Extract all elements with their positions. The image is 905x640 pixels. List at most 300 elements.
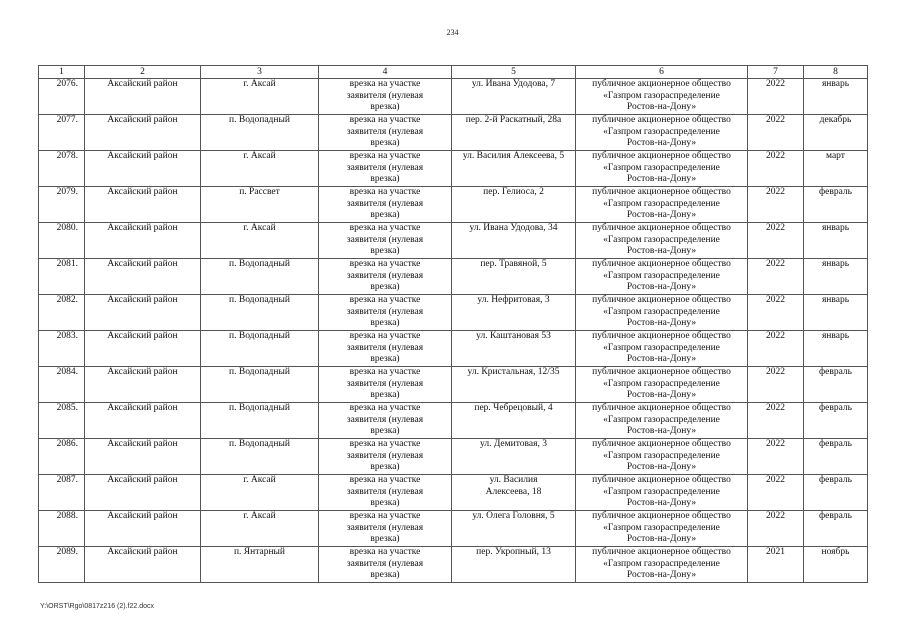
locality-cell [201, 331, 319, 367]
year-cell [748, 79, 804, 115]
district-cell-text: Аксайский район [107, 439, 178, 449]
year-cell-text: 2022 [766, 511, 785, 521]
organization-cell-text: Ростов-на-Дону» [626, 318, 697, 328]
locality-cell [201, 187, 319, 223]
organization-cell [576, 511, 748, 547]
organization-cell [576, 151, 748, 187]
district-cell-text: Аксайский район [107, 79, 178, 89]
year-cell [748, 439, 804, 475]
organization-cell-text: Ростов-на-Дону» [626, 210, 697, 220]
month-cell-text: март [826, 151, 845, 161]
year-cell-text: 2022 [766, 475, 785, 485]
address-cell-text: ул. Каштановая 53 [476, 331, 551, 341]
address-cell-text: ул. Кристальная, 12/35 [467, 367, 560, 377]
row-number-cell [39, 79, 85, 115]
organization-cell-text: публичное акционерное общество [592, 439, 731, 449]
address-cell [452, 367, 576, 403]
connection-type-cell-text: заявителя (нулевая [346, 198, 424, 209]
connection-type-cell-text: заявителя (нулевая [346, 306, 424, 317]
organization-cell-text: «Газпром газораспределение [603, 378, 720, 389]
month-cell [804, 511, 868, 547]
locality-cell-text: п. Янтарный [233, 547, 286, 557]
locality-cell [201, 223, 319, 259]
table-row [39, 223, 868, 259]
locality-cell [201, 475, 319, 511]
connection-type-cell-text: врезка на участке [349, 331, 421, 341]
month-cell-text: декабрь [819, 115, 852, 125]
organization-cell-text: Ростов-на-Дону» [626, 138, 697, 148]
connection-type-cell-text: врезка) [370, 282, 400, 292]
address-cell [452, 115, 576, 151]
header-cell: 6 [576, 66, 748, 79]
register-table [38, 65, 868, 583]
month-cell-text: февраль [819, 439, 852, 449]
organization-cell-text: Ростов-на-Дону» [626, 354, 697, 364]
year-cell [748, 223, 804, 259]
organization-cell-text: «Газпром газораспределение [603, 198, 720, 209]
organization-cell-text: публичное акционерное общество [592, 475, 731, 485]
organization-cell-text: Ростов-на-Дону» [626, 174, 697, 184]
connection-type-cell [319, 367, 452, 403]
district-cell [85, 223, 201, 259]
connection-type-cell [319, 151, 452, 187]
organization-cell [576, 259, 748, 295]
month-cell [804, 475, 868, 511]
row-number-cell-text: 2080. [56, 223, 78, 233]
connection-type-cell [319, 439, 452, 475]
address-cell-text: ул. Ивана Удодова, 34 [469, 223, 558, 233]
organization-cell [576, 367, 748, 403]
connection-type-cell-text: заявителя (нулевая [346, 270, 424, 281]
organization-cell-text: «Газпром газораспределение [603, 234, 720, 245]
locality-cell [201, 439, 319, 475]
row-number-cell [39, 439, 85, 475]
year-cell-text: 2022 [766, 367, 785, 377]
connection-type-cell-text: заявителя (нулевая [346, 126, 424, 137]
district-cell-text: Аксайский район [107, 187, 178, 197]
locality-cell [201, 115, 319, 151]
district-cell [85, 187, 201, 223]
connection-type-cell-text: врезка) [370, 570, 400, 580]
row-number-cell [39, 295, 85, 331]
district-cell-text: Аксайский район [107, 547, 178, 557]
organization-cell [576, 331, 748, 367]
address-cell [452, 439, 576, 475]
connection-type-cell-text: врезка) [370, 498, 400, 508]
organization-cell-text: публичное акционерное общество [592, 403, 731, 413]
row-number-cell [39, 511, 85, 547]
table-row [39, 367, 868, 403]
row-number-cell-text: 2077. [56, 115, 78, 125]
organization-cell-text: публичное акционерное общество [592, 331, 731, 341]
locality-cell [201, 511, 319, 547]
connection-type-cell [319, 187, 452, 223]
month-cell [804, 367, 868, 403]
organization-cell-text: Ростов-на-Дону» [626, 102, 697, 112]
organization-cell-text: публичное акционерное общество [592, 223, 731, 233]
district-cell-text: Аксайский район [107, 403, 178, 413]
month-cell-text: февраль [819, 511, 852, 521]
district-cell-text: Аксайский район [107, 475, 178, 485]
address-cell-text: пер. Гелиоса, 2 [483, 187, 544, 197]
row-number-cell [39, 331, 85, 367]
year-cell [748, 511, 804, 547]
year-cell [748, 259, 804, 295]
month-cell [804, 259, 868, 295]
table-row [39, 547, 868, 583]
organization-cell-text: Ростов-на-Дону» [626, 534, 697, 544]
month-cell [804, 115, 868, 151]
year-cell-text: 2022 [766, 115, 785, 125]
month-cell [804, 403, 868, 439]
connection-type-cell-text: заявителя (нулевая [346, 522, 424, 533]
table-row [39, 187, 868, 223]
table-row [39, 511, 868, 547]
row-number-cell [39, 151, 85, 187]
year-cell-text: 2022 [766, 187, 785, 197]
locality-cell [201, 403, 319, 439]
connection-type-cell-text: врезка на участке [349, 295, 421, 305]
row-number-cell-text: 2078. [56, 151, 78, 161]
address-cell [452, 547, 576, 583]
connection-type-cell-text: заявителя (нулевая [346, 378, 424, 389]
table-row [39, 151, 868, 187]
connection-type-cell [319, 79, 452, 115]
locality-cell [201, 151, 319, 187]
address-cell [452, 295, 576, 331]
month-cell-text: февраль [819, 187, 852, 197]
organization-cell [576, 223, 748, 259]
organization-cell-text: «Газпром газораспределение [603, 90, 720, 101]
table-row [39, 331, 868, 367]
header-cell: 3 [201, 66, 319, 79]
organization-cell-text: публичное акционерное общество [592, 151, 731, 161]
organization-cell-text: публичное акционерное общество [592, 547, 731, 557]
address-cell-text: пер. Травяной, 5 [480, 259, 547, 269]
address-cell [452, 259, 576, 295]
organization-cell [576, 547, 748, 583]
row-number-cell [39, 475, 85, 511]
connection-type-cell-text: заявителя (нулевая [346, 342, 424, 353]
connection-type-cell-text: врезка на участке [349, 259, 421, 269]
row-number-cell [39, 259, 85, 295]
district-cell-text: Аксайский район [107, 151, 178, 161]
table-row [39, 115, 868, 151]
connection-type-cell-text: врезка на участке [349, 367, 421, 377]
organization-cell-text: Ростов-на-Дону» [626, 462, 697, 472]
year-cell-text: 2022 [766, 223, 785, 233]
row-number-cell [39, 187, 85, 223]
district-cell [85, 511, 201, 547]
organization-cell [576, 439, 748, 475]
row-number-cell [39, 115, 85, 151]
month-cell [804, 295, 868, 331]
locality-cell-text: п. Водопадный [229, 439, 290, 449]
district-cell-text: Аксайский район [107, 295, 178, 305]
district-cell [85, 367, 201, 403]
address-cell [452, 187, 576, 223]
connection-type-cell-text: врезка на участке [349, 223, 421, 233]
locality-cell [201, 367, 319, 403]
row-number-cell-text: 2087. [56, 475, 78, 485]
locality-cell [201, 547, 319, 583]
address-cell [452, 331, 576, 367]
month-cell [804, 79, 868, 115]
connection-type-cell [319, 403, 452, 439]
header-cell: 2 [85, 66, 201, 79]
address-cell [452, 475, 576, 511]
year-cell-text: 2021 [766, 547, 785, 557]
locality-cell-text: г. Аксай [243, 223, 276, 233]
organization-cell-text: публичное акционерное общество [592, 79, 731, 89]
month-cell [804, 223, 868, 259]
organization-cell-text: Ростов-на-Дону» [626, 426, 697, 436]
organization-cell-text: «Газпром газораспределение [603, 522, 720, 533]
district-cell [85, 115, 201, 151]
district-cell-text: Аксайский район [107, 259, 178, 269]
district-cell [85, 295, 201, 331]
organization-cell [576, 403, 748, 439]
district-cell [85, 547, 201, 583]
month-cell-text: январь [821, 223, 850, 233]
connection-type-cell-text: врезка) [370, 390, 400, 400]
locality-cell-text: г. Аксай [243, 511, 276, 521]
organization-cell-text: публичное акционерное общество [592, 295, 731, 305]
connection-type-cell [319, 511, 452, 547]
address-cell-text: ул. Олега Головня, 5 [472, 511, 555, 521]
row-number-cell-text: 2085. [56, 403, 78, 413]
year-cell-text: 2022 [766, 151, 785, 161]
year-cell-text: 2022 [766, 331, 785, 341]
locality-cell-text: п. Водопадный [229, 367, 290, 377]
year-cell [748, 151, 804, 187]
header-cell: 4 [319, 66, 452, 79]
address-cell [452, 151, 576, 187]
connection-type-cell-text: врезка) [370, 426, 400, 436]
address-cell-text: пер. Укропный, 13 [476, 547, 551, 557]
organization-cell-text: «Газпром газораспределение [603, 558, 720, 569]
organization-cell-text: Ростов-на-Дону» [626, 498, 697, 508]
organization-cell-text: «Газпром газораспределение [603, 270, 720, 281]
row-number-cell-text: 2079. [56, 187, 78, 197]
file-path: Y:\ORST\Rgo\0817z216 (2).f22.docx [40, 603, 155, 610]
connection-type-cell-text: заявителя (нулевая [346, 234, 424, 245]
month-cell [804, 547, 868, 583]
year-cell [748, 403, 804, 439]
month-cell-text: январь [821, 331, 850, 341]
district-cell [85, 475, 201, 511]
row-number-cell-text: 2084. [56, 367, 78, 377]
year-cell-text: 2022 [766, 403, 785, 413]
month-cell-text: февраль [819, 475, 852, 485]
year-cell-text: 2022 [766, 295, 785, 305]
connection-type-cell-text: врезка на участке [349, 403, 421, 413]
address-cell-text: ул. Василия Алексеева, 5 [462, 151, 565, 161]
month-cell-text: февраль [819, 367, 852, 377]
year-cell [748, 187, 804, 223]
organization-cell-text: публичное акционерное общество [592, 187, 731, 197]
connection-type-cell-text: врезка на участке [349, 151, 421, 161]
header-cell: 7 [748, 66, 804, 79]
connection-type-cell [319, 547, 452, 583]
connection-type-cell-text: заявителя (нулевая [346, 558, 424, 569]
table-row [39, 79, 868, 115]
year-cell [748, 115, 804, 151]
row-number-cell-text: 2086. [56, 439, 78, 449]
connection-type-cell-text: врезка на участке [349, 475, 421, 485]
year-cell-text: 2022 [766, 439, 785, 449]
district-cell [85, 259, 201, 295]
header-row [39, 66, 868, 79]
locality-cell-text: г. Аксай [243, 475, 276, 485]
header-cell: 5 [452, 66, 576, 79]
organization-cell-text: Ростов-на-Дону» [626, 390, 697, 400]
row-number-cell [39, 547, 85, 583]
connection-type-cell-text: врезка на участке [349, 79, 421, 89]
header-cell: 1 [39, 66, 85, 79]
connection-type-cell-text: врезка) [370, 138, 400, 148]
month-cell-text: ноябрь [821, 547, 850, 557]
connection-type-cell [319, 259, 452, 295]
organization-cell-text: «Газпром газораспределение [603, 162, 720, 173]
address-cell-text: пер. Чебрецовый, 4 [474, 403, 553, 413]
month-cell-text: февраль [819, 403, 852, 413]
organization-cell [576, 475, 748, 511]
district-cell-text: Аксайский район [107, 331, 178, 341]
connection-type-cell-text: врезка на участке [349, 115, 421, 125]
row-number-cell-text: 2082. [56, 295, 78, 305]
organization-cell-text: публичное акционерное общество [592, 259, 731, 269]
locality-cell-text: п. Водопадный [229, 115, 290, 125]
row-number-cell [39, 223, 85, 259]
header-cell: 8 [804, 66, 868, 79]
district-cell-text: Аксайский район [107, 223, 178, 233]
locality-cell-text: п. Рассвет [239, 187, 280, 197]
month-cell-text: январь [821, 259, 850, 269]
organization-cell-text: публичное акционерное общество [592, 115, 731, 125]
address-cell [452, 403, 576, 439]
connection-type-cell-text: врезка) [370, 174, 400, 184]
table-row [39, 475, 868, 511]
month-cell-text: январь [821, 295, 850, 305]
locality-cell-text: п. Водопадный [229, 295, 290, 305]
locality-cell-text: п. Водопадный [229, 259, 290, 269]
connection-type-cell-text: заявителя (нулевая [346, 450, 424, 461]
year-cell [748, 475, 804, 511]
address-cell-text: ул. Василия [489, 475, 538, 485]
connection-type-cell-text: врезка) [370, 318, 400, 328]
district-cell [85, 331, 201, 367]
organization-cell-text: «Газпром газораспределение [603, 486, 720, 497]
organization-cell-text: Ростов-на-Дону» [626, 570, 697, 580]
organization-cell-text: «Газпром газораспределение [603, 414, 720, 425]
connection-type-cell-text: врезка на участке [349, 439, 421, 449]
district-cell-text: Аксайский район [107, 367, 178, 377]
organization-cell-text: публичное акционерное общество [592, 367, 731, 377]
address-cell [452, 223, 576, 259]
organization-cell [576, 79, 748, 115]
address-cell-text: ул. Нефритовая, 3 [477, 295, 550, 305]
row-number-cell-text: 2083. [56, 331, 78, 341]
row-number-cell [39, 403, 85, 439]
connection-type-cell-text: заявителя (нулевая [346, 162, 424, 173]
locality-cell [201, 259, 319, 295]
connection-type-cell-text: заявителя (нулевая [346, 90, 424, 101]
connection-type-cell-text: врезка) [370, 102, 400, 112]
district-cell [85, 439, 201, 475]
district-cell [85, 79, 201, 115]
connection-type-cell-text: врезка) [370, 462, 400, 472]
locality-cell [201, 295, 319, 331]
connection-type-cell-text: врезка на участке [349, 187, 421, 197]
locality-cell-text: п. Водопадный [229, 331, 290, 341]
organization-cell-text: «Газпром газораспределение [603, 342, 720, 353]
organization-cell-text: «Газпром газораспределение [603, 126, 720, 137]
district-cell-text: Аксайский район [107, 511, 178, 521]
address-cell [452, 79, 576, 115]
organization-cell-text: «Газпром газораспределение [603, 306, 720, 317]
organization-cell [576, 187, 748, 223]
connection-type-cell-text: врезка) [370, 246, 400, 256]
month-cell [804, 331, 868, 367]
row-number-cell [39, 367, 85, 403]
address-cell-text: ул. Ивана Удодова, 7 [471, 79, 556, 89]
locality-cell-text: г. Аксай [243, 79, 276, 89]
row-number-cell-text: 2088. [56, 511, 78, 521]
connection-type-cell-text: заявителя (нулевая [346, 486, 424, 497]
row-number-cell-text: 2081. [56, 259, 78, 269]
year-cell [748, 367, 804, 403]
address-cell-text: пер. 2-й Раскатный, 28а [465, 115, 562, 125]
organization-cell-text: Ростов-на-Дону» [626, 246, 697, 256]
month-cell [804, 187, 868, 223]
district-cell [85, 151, 201, 187]
connection-type-cell-text: врезка) [370, 534, 400, 544]
connection-type-cell-text: врезка на участке [349, 547, 421, 557]
year-cell-text: 2022 [766, 259, 785, 269]
month-cell-text: январь [821, 79, 850, 89]
connection-type-cell-text: врезка на участке [349, 511, 421, 521]
page-number: 234 [446, 28, 459, 37]
connection-type-cell-text: врезка) [370, 210, 400, 220]
year-cell [748, 331, 804, 367]
organization-cell-text: публичное акционерное общество [592, 511, 731, 521]
month-cell [804, 439, 868, 475]
organization-cell-text: «Газпром газораспределение [603, 450, 720, 461]
year-cell [748, 547, 804, 583]
table-row [39, 439, 868, 475]
connection-type-cell-text: заявителя (нулевая [346, 414, 424, 425]
connection-type-cell [319, 295, 452, 331]
address-cell-text: Алексеева, 18 [485, 486, 542, 497]
connection-type-cell [319, 115, 452, 151]
table-row [39, 295, 868, 331]
row-number-cell-text: 2089. [56, 547, 78, 557]
connection-type-cell [319, 331, 452, 367]
month-cell [804, 151, 868, 187]
address-cell [452, 511, 576, 547]
table-row [39, 259, 868, 295]
row-number-cell-text: 2076. [56, 79, 78, 89]
organization-cell [576, 115, 748, 151]
address-cell-text: ул. Демитовая, 3 [480, 439, 547, 449]
year-cell-text: 2022 [766, 79, 785, 89]
connection-type-cell-text: врезка) [370, 354, 400, 364]
locality-cell-text: г. Аксай [243, 151, 276, 161]
organization-cell [576, 295, 748, 331]
district-cell [85, 403, 201, 439]
connection-type-cell [319, 475, 452, 511]
